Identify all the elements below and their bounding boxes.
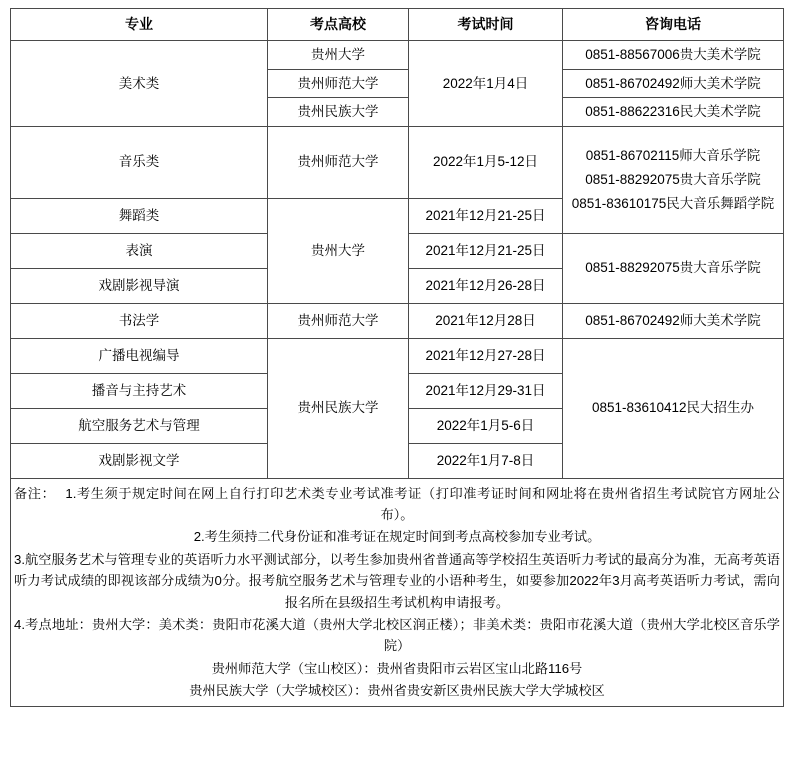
cell-major: 舞蹈类 <box>11 198 268 233</box>
cell-phone: 0851-88292075贵大音乐学院 <box>563 233 784 303</box>
cell-time: 2021年12月29-31日 <box>409 373 563 408</box>
phone-line: 0851-88292075贵大音乐学院 <box>585 171 761 187</box>
table-row <box>11 41 784 70</box>
column-header-venue: 考点高校 <box>268 9 409 41</box>
note-item-3: 3.航空服务艺术与管理专业的英语听力水平测试部分，以考生参加贵州省普通高等学校招生英语听力考试的最高分为准，无高考英语听力考试成绩的即视该部分成绩为0分。报考航空服务艺术与管理专业的小语种考生，如要参加2022年3月高考英语听力考试，需向报名所在县级招生考试机构申请报考。 <box>14 551 780 610</box>
cell-major: 美术类 <box>11 41 268 127</box>
cell-major: 广播电视编导 <box>11 338 268 373</box>
cell-major: 播音与主持艺术 <box>11 373 268 408</box>
cell-time: 2022年1月4日 <box>409 41 563 127</box>
notes-label: 备注： <box>14 485 56 501</box>
cell-major: 书法学 <box>11 303 268 338</box>
cell-phone: 0851-86702492师大美术学院 <box>563 69 784 98</box>
cell-major: 音乐类 <box>11 126 268 198</box>
notes-cell <box>11 478 784 707</box>
phone-line: 0851-86702115师大音乐学院 <box>585 148 761 164</box>
cell-time: 2021年12月26-28日 <box>409 268 563 303</box>
table-header-row <box>11 9 784 41</box>
note-item-1 <box>14 483 780 526</box>
cell-phone: 0851-83610412民大招生办 <box>563 338 784 478</box>
cell-venue: 贵州师范大学 <box>268 69 409 98</box>
note-1-text: 1.考生须于规定时间在网上自行打印艺术类专业考试准考证（打印准考证时间和网址将在贵州省招生考试院官方网址公布）。 <box>65 485 780 523</box>
cell-venue: 贵州民族大学 <box>268 98 409 127</box>
cell-venue: 贵州大学 <box>268 198 409 303</box>
cell-time: 2022年1月7-8日 <box>409 443 563 478</box>
cell-time: 2021年12月21-25日 <box>409 198 563 233</box>
cell-venue: 贵州民族大学 <box>268 338 409 478</box>
table-row <box>11 338 784 373</box>
cell-time: 2021年12月28日 <box>409 303 563 338</box>
cell-phone-music <box>563 126 784 233</box>
cell-time: 2021年12月27-28日 <box>409 338 563 373</box>
table-row <box>11 126 784 198</box>
table-row <box>11 303 784 338</box>
cell-venue: 贵州大学 <box>268 41 409 70</box>
exam-schedule-table <box>10 8 784 707</box>
column-header-major: 专业 <box>11 9 268 41</box>
note-item-4-line-3: 贵州民族大学（大学城校区）：贵州省贵安新区贵州民族大学大学城校区 <box>189 683 605 699</box>
cell-phone: 0851-88622316民大美术学院 <box>563 98 784 127</box>
column-header-phone: 咨询电话 <box>563 9 784 41</box>
cell-time: 2021年12月21-25日 <box>409 233 563 268</box>
note-item-4-line-2: 贵州师范大学（宝山校区）：贵州省贵阳市云岩区宝山北路116号 <box>211 660 583 676</box>
cell-major: 戏剧影视导演 <box>11 268 268 303</box>
phone-line: 0851-83610175民大音乐舞蹈学院 <box>571 195 775 211</box>
cell-venue: 贵州师范大学 <box>268 303 409 338</box>
cell-major: 戏剧影视文学 <box>11 443 268 478</box>
cell-time: 2022年1月5-6日 <box>409 408 563 443</box>
note-item-2: 2.考生须持二代身份证和准考证在规定时间到考点高校参加专业考试。 <box>193 529 601 545</box>
cell-major: 航空服务艺术与管理 <box>11 408 268 443</box>
cell-phone: 0851-88567006贵大美术学院 <box>563 41 784 70</box>
cell-time: 2022年1月5-12日 <box>409 126 563 198</box>
column-header-time: 考试时间 <box>409 9 563 41</box>
cell-venue: 贵州师范大学 <box>268 126 409 198</box>
cell-phone: 0851-86702492师大美术学院 <box>563 303 784 338</box>
notes-row <box>11 478 784 707</box>
cell-major: 表演 <box>11 233 268 268</box>
note-item-4: 4.考点地址：贵州大学：美术类：贵阳市花溪大道（贵州大学北校区润正楼）；非美术类：贵阳市花溪大道（贵州大学北校区音乐学院） <box>14 616 780 654</box>
